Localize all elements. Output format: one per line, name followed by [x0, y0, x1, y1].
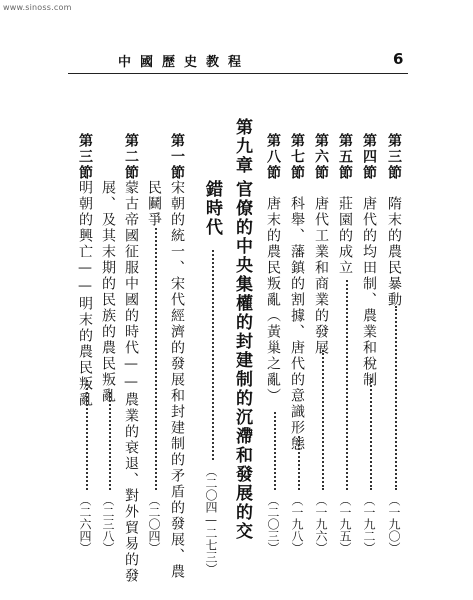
page-reference: （一九八） — [290, 494, 304, 554]
section-label: 第四節 — [361, 133, 377, 181]
page-reference: （一九〇） — [387, 494, 401, 554]
section-title: 隋末的農民暴動 — [386, 196, 402, 308]
section-label: 第五節 — [337, 133, 353, 181]
chapter-title-continuation: 錯時代 — [202, 180, 222, 237]
section-title: 蒙古帝國征服中國的時代——農業的衰退、對外貿易的發 — [123, 180, 139, 584]
page-number: 6 — [393, 50, 404, 68]
running-title: 中國歷史教程 — [118, 55, 251, 70]
section-title: 唐末的農民叛亂（黃巢之亂） — [265, 196, 281, 404]
page-reference: （二六四） — [78, 494, 92, 554]
section-label: 第一節 — [169, 133, 185, 181]
section-label: 第八節 — [265, 133, 281, 181]
page-reference: （一九五） — [338, 494, 352, 554]
page-reference: （二〇三） — [266, 494, 280, 554]
section-title: 科舉、藩鎮的割據、唐代的意識形態 — [289, 196, 305, 452]
section-title: 宋朝的統一、宋代經濟的發展和封建制的矛盾的發展、農 — [169, 180, 185, 580]
section-label: 第三節 — [77, 133, 93, 181]
section-title: 唐代工業和商業的發展 — [313, 196, 329, 356]
section-label: 第三節 — [386, 133, 402, 181]
page-reference: （二三八） — [101, 494, 115, 554]
dot-leader — [212, 250, 214, 460]
dot-leader — [274, 412, 276, 490]
dot-leader — [346, 280, 348, 490]
section-title: 莊園的成立 — [337, 196, 353, 276]
dot-leader — [370, 378, 372, 490]
dot-leader — [109, 392, 111, 490]
page-reference: （一九六） — [314, 494, 328, 554]
dot-leader — [298, 436, 300, 490]
section-title: 唐代的均田制、農業和稅制 — [361, 196, 377, 388]
dot-leader — [395, 306, 397, 490]
page-reference: （一九二） — [362, 494, 376, 554]
section-label: 第六節 — [313, 133, 329, 181]
dot-leader — [86, 380, 88, 490]
dot-leader — [322, 350, 324, 490]
page-reference: （二〇四—二七三） — [204, 465, 218, 575]
chapter-title: 官僚的中央集權的封建制的沉滯和發展的交 — [232, 180, 252, 541]
chapter-label: 第九章 — [232, 118, 252, 175]
section-title-continuation: 展、及其末期的民族的農民叛亂 — [100, 180, 116, 404]
section-title-continuation: 民鬭爭 — [146, 180, 162, 228]
watermark: www.sinoss.com — [3, 3, 72, 12]
section-label: 第二節 — [123, 133, 139, 181]
dot-leader — [155, 228, 157, 490]
section-title: 明朝的興亡——明末的農民叛亂 — [77, 180, 93, 408]
section-label: 第七節 — [289, 133, 305, 181]
header-rule — [68, 73, 408, 74]
page-reference: （二〇四） — [147, 494, 161, 554]
